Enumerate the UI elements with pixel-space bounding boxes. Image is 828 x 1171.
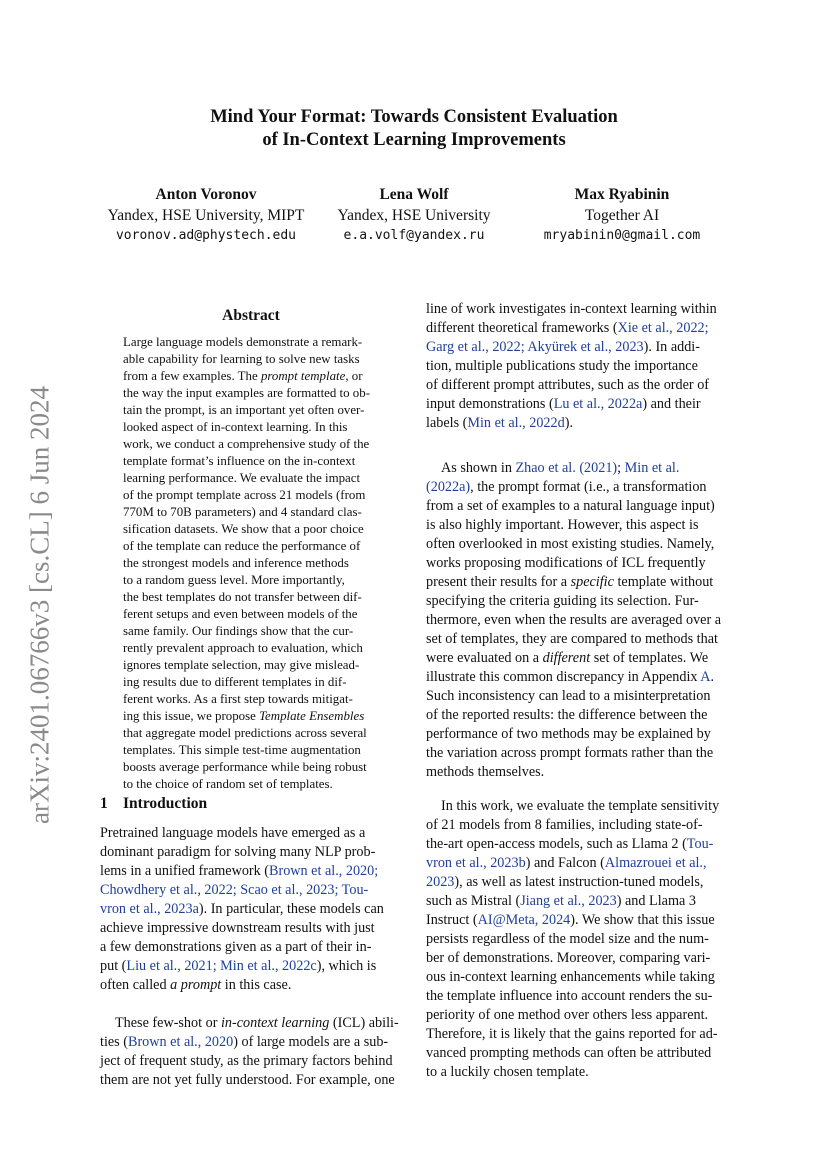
emphasized-text: prompt template	[260, 369, 346, 383]
emphasized-text: different	[542, 650, 591, 666]
citation-link[interactable]: vron et al., 2023a	[100, 901, 199, 917]
text-line: often called a prompt in this case.	[100, 977, 292, 993]
text-line: to a luckily chosen template.	[426, 1064, 589, 1080]
text-line: tion, multiple publications study the importance	[426, 358, 698, 374]
citation-link[interactable]: A	[700, 669, 711, 685]
text-line: template format’s influence on the in-context	[123, 454, 356, 468]
citation-link[interactable]: (2022a)	[426, 479, 471, 495]
text-line: from a few examples. The prompt template, or	[123, 369, 363, 383]
text-line: performance of two methods may be explained by	[426, 726, 711, 742]
author-name: Max Ryabinin	[574, 186, 670, 203]
text-line: ties (Brown et al., 2020) of large models are a sub-	[100, 1034, 389, 1050]
text-line: often overlooked in most existing studies. Namely,	[426, 536, 715, 552]
author-block	[338, 185, 491, 247]
text-line: of the reported results: the difference between the	[426, 707, 708, 723]
text-line: the way the input examples are formatted to ob-	[123, 386, 370, 400]
author-name: Anton Voronov	[155, 186, 257, 203]
section-title: Introduction	[123, 795, 208, 812]
text-line: present their results for a specific template without	[426, 574, 714, 590]
text-line: methods themselves.	[426, 764, 545, 780]
citation-link[interactable]: Liu et al., 2021; Min et al., 2022c	[126, 958, 317, 974]
citation-link[interactable]: Tou-	[686, 836, 714, 852]
citation-link[interactable]: Lu et al., 2022a	[553, 396, 643, 412]
section-number: 1	[100, 795, 108, 812]
citation-link[interactable]: Xie et al., 2022;	[617, 320, 709, 336]
emphasized-text: a prompt	[170, 977, 222, 993]
citation-link[interactable]: Almazrouei et al.,	[604, 855, 707, 871]
text-line: thermore, even when the results are averaged over a	[426, 612, 722, 628]
citation-link[interactable]: Brown et al., 2020	[127, 1034, 234, 1050]
text-line: boosts average performance while being robust	[123, 760, 367, 774]
text-line: put (Liu et al., 2021; Min et al., 2022c), which is	[100, 958, 377, 974]
text-line: ject of frequent study, as the primary factors behind	[100, 1053, 393, 1069]
text-line: the best templates do not transfer between dif-	[123, 590, 362, 604]
section-heading	[100, 795, 207, 813]
citation-link[interactable]: Min et al., 2022d	[467, 415, 565, 431]
text-line: tain the prompt, is an important yet often over-	[123, 403, 365, 417]
text-line: input demonstrations (Lu et al., 2022a) and their	[426, 396, 701, 412]
text-line: looked aspect of in-context learning. In this	[123, 420, 348, 434]
text-line: Garg et al., 2022; Akyürek et al., 2023). In addi-	[426, 339, 700, 355]
text-line: line of work investigates in-context learning within	[426, 301, 717, 317]
citation-link[interactable]: Garg et al., 2022; Akyürek et al., 2023	[426, 339, 644, 355]
text-line: ferent setups and even between models of the	[123, 607, 358, 621]
citation-link[interactable]: Chowdhery et al., 2022; Scao et al., 2023; Tou-	[100, 882, 369, 898]
text-line: 2023), as well as latest instruction-tuned models,	[426, 874, 704, 890]
text-line: the-art open-access models, such as Llama 2 (Tou-	[426, 836, 714, 852]
text-line: same family. Our findings show that the cur-	[123, 624, 354, 638]
author-affiliation: Together AI	[584, 206, 660, 224]
text-line: different theoretical frameworks (Xie et al., 2022;	[426, 320, 709, 336]
text-line: from a set of examples to a natural language input)	[426, 498, 715, 514]
text-line: vron et al., 2023b) and Falcon (Almazrouei et al.,	[426, 855, 707, 871]
citation-link[interactable]: Brown et al., 2020;	[269, 863, 379, 879]
citation-link[interactable]: Min et al.	[624, 460, 680, 476]
text-line: of the prompt template across 21 models (from	[123, 488, 366, 502]
text-line: specifying the criteria guiding its selection. Fur-	[426, 593, 699, 609]
text-line: ber of demonstrations. Moreover, comparing vari-	[426, 950, 711, 966]
title-line: of In-Context Learning Improvements	[262, 130, 566, 150]
text-line: of the template can reduce the performance of	[123, 539, 361, 553]
author-block	[108, 185, 305, 247]
text-line: that aggregate model predictions across several	[123, 726, 367, 740]
text-line: sification datasets. We show that a poor choice	[123, 522, 364, 536]
author-email: voronov.ad@phystech.edu	[115, 228, 296, 243]
emphasized-text: specific	[570, 574, 614, 590]
text-line: such as Mistral (Jiang et al., 2023) and Llama 3	[426, 893, 696, 909]
text-line: vanced prompting methods can often be attributed	[426, 1045, 712, 1061]
paragraph-gap	[100, 995, 399, 1014]
author-affiliation: Yandex, HSE University, MIPT	[107, 206, 305, 224]
abstract-heading: Abstract	[222, 307, 280, 324]
text-line: lems in a unified framework (Brown et al., 2020;	[100, 863, 379, 879]
text-line: achieve impressive downstream results with just	[100, 920, 375, 936]
text-line: persists regardless of the model size and the num-	[426, 931, 709, 947]
text-line: work, we conduct a comprehensive study of the	[123, 437, 370, 451]
citation-link[interactable]: Jiang et al., 2023	[520, 893, 617, 909]
citation-link[interactable]: 2023	[426, 874, 455, 890]
text-line: ignores template selection, may give mislead-	[123, 658, 360, 672]
emphasized-text: Template Ensembles	[259, 709, 365, 723]
text-line: ous in-context learning enhancements while taking	[426, 969, 715, 985]
text-line: ing results due to different templates in dif-	[123, 675, 347, 689]
text-line: of 21 models from 8 families, including state-of-	[426, 817, 703, 833]
text-line: to the choice of random set of templates.	[123, 777, 333, 791]
author-block	[544, 185, 701, 247]
author-affiliation: Yandex, HSE University	[337, 206, 491, 224]
text-line: templates. This simple test-time augmentation	[123, 743, 361, 757]
text-line: of different prompt attributes, such as the order of	[426, 377, 710, 393]
title-line: Mind Your Format: Towards Consistent Evaluation	[210, 107, 618, 127]
text-line: Therefore, it is likely that the gains reported for ad-	[426, 1026, 718, 1042]
text-line: vron et al., 2023a). In particular, these models can	[100, 901, 384, 917]
text-line: Such inconsistency can lead to a misinterpretation	[426, 688, 711, 704]
emphasized-text: in-context learning	[220, 1015, 330, 1031]
text-line: to a random guess level. More importantly,	[123, 573, 345, 587]
text-line: rently prevalent approach to evaluation, which	[123, 641, 363, 655]
text-line: the variation across prompt formats rather than the	[426, 745, 714, 761]
text-line: ing this issue, we propose Template Ensembles	[123, 709, 365, 723]
right-paragraph	[426, 797, 719, 1082]
text-line: learning performance. We evaluate the impact	[123, 471, 361, 485]
right-paragraph	[426, 459, 721, 782]
text-line: periority of one method over others less apparent.	[426, 1007, 709, 1023]
text-line: the strongest models and inference methods	[123, 556, 349, 570]
text-line: These few-shot or in-context learning (ICL) abili-	[115, 1015, 399, 1031]
author-email: mryabinin0@gmail.com	[543, 228, 701, 243]
author-name: Lena Wolf	[379, 186, 449, 203]
arxiv-identifier: arXiv:2401.06766v3 [cs.CL] 6 Jun 2024	[24, 386, 55, 824]
text-line: works proposing modifications of ICL frequently	[426, 555, 706, 571]
text-line: (2022a), the prompt format (i.e., a transformation	[426, 479, 707, 495]
paper-title	[0, 106, 828, 152]
text-line: able capability for learning to solve new tasks	[123, 352, 360, 366]
text-line: Instruct (AI@Meta, 2024). We show that this issue	[426, 912, 715, 928]
text-line: them are not yet fully understood. For example, one	[100, 1072, 395, 1088]
text-line: Large language models demonstrate a remark-	[123, 335, 363, 349]
text-line	[100, 881, 399, 900]
text-line: were evaluated on a different set of templates. We	[426, 650, 709, 666]
text-line: illustrate this common discrepancy in Appendix A.	[426, 669, 715, 685]
text-line: dominant paradigm for solving many NLP prob-	[100, 844, 376, 860]
text-line: ferent works. As a first step towards mitigat-	[123, 692, 353, 706]
text-line: is also highly important. However, this aspect is	[426, 517, 699, 533]
text-line: In this work, we evaluate the template sensitivity	[441, 798, 720, 814]
citation-link[interactable]: AI@Meta, 2024	[477, 912, 571, 928]
intro-body	[100, 824, 399, 1090]
text-line: a few demonstrations given as a part of their in-	[100, 939, 372, 955]
author-email: e.a.volf@yandex.ru	[343, 228, 485, 243]
text-line: labels (Min et al., 2022d).	[426, 415, 573, 431]
text-line: Pretrained language models have emerged as a	[100, 825, 366, 841]
abstract-body	[123, 334, 370, 793]
text-line: set of templates, they are compared to methods that	[426, 631, 718, 647]
text-line: 770M to 70B parameters) and 4 standard clas-	[123, 505, 362, 519]
text-line: As shown in Zhao et al. (2021); Min et al.	[441, 460, 680, 476]
right-paragraph	[426, 300, 717, 433]
citation-link[interactable]: vron et al., 2023b	[426, 855, 526, 871]
text-line: the template influence into account renders the su-	[426, 988, 713, 1004]
citation-link[interactable]: Zhao et al. (2021)	[515, 460, 618, 476]
